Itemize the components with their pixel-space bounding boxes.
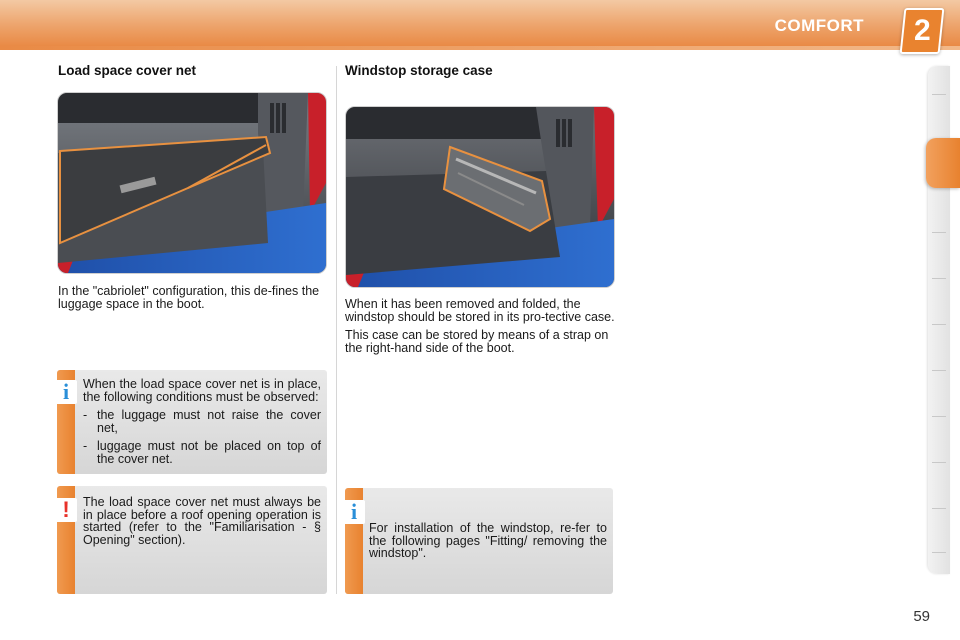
chapter-tab-comfort[interactable] <box>926 138 960 188</box>
warning-note-text <box>83 496 321 552</box>
info-note-cover-net <box>57 370 327 474</box>
boot-cover-net-photo <box>57 92 327 274</box>
info-icon: i <box>55 380 77 404</box>
bullet-dash: - <box>83 439 88 453</box>
tab-divider <box>932 232 946 233</box>
list-item <box>83 409 321 434</box>
tab-divider <box>932 94 946 95</box>
bullet-text: luggage must not be placed on top of the cover net. <box>97 439 321 466</box>
windstop-storage-case-photo <box>345 106 615 288</box>
right-body-paragraph: When it has been removed and folded, the windstop should be stored in its pro-tective case. <box>345 297 615 324</box>
tab-divider <box>932 508 946 509</box>
page-number: 59 <box>913 608 930 625</box>
column-divider <box>336 66 337 594</box>
bullet-text: the luggage must not raise the cover net, <box>97 408 321 435</box>
info-note-windstop <box>345 488 613 594</box>
tab-divider <box>932 416 946 417</box>
chapter-number: 2 <box>913 14 931 47</box>
bullet-dash: - <box>83 408 88 422</box>
list-item <box>83 440 321 465</box>
left-body-text <box>58 285 328 316</box>
warning-note-paragraph: The load space cover net must always be in place before a roof opening operation is started (refer to the "Familiarisation - § Opening" section). <box>83 495 321 547</box>
tab-divider <box>932 370 946 371</box>
info-note-text <box>83 378 321 471</box>
right-section-title: Windstop storage case <box>345 63 493 78</box>
info-note-paragraph: For installation of the windstop, re-fer to the following pages "Fitting/ removing the windstop". <box>369 521 607 560</box>
tab-divider <box>932 324 946 325</box>
tab-divider <box>932 462 946 463</box>
chapter-badge <box>900 8 945 54</box>
right-body-text <box>345 298 615 360</box>
info-icon: i <box>343 500 365 524</box>
section-title: COMFORT <box>774 16 864 35</box>
info-note-intro: When the load space cover net is in place, the following conditions must be observed: <box>83 377 321 404</box>
warning-icon: ! <box>55 498 77 522</box>
info-note-text <box>369 522 607 566</box>
tab-divider <box>932 552 946 553</box>
left-section-title: Load space cover net <box>58 63 197 78</box>
left-body-paragraph: In the "cabriolet" configuration, this de-fines the luggage space in the boot. <box>58 284 320 311</box>
right-body-paragraph: This case can be stored by means of a strap on the right-hand side of the boot. <box>345 328 609 355</box>
tab-divider <box>932 278 946 279</box>
header-stripe <box>0 46 960 50</box>
warning-note-cover-net <box>57 486 327 594</box>
